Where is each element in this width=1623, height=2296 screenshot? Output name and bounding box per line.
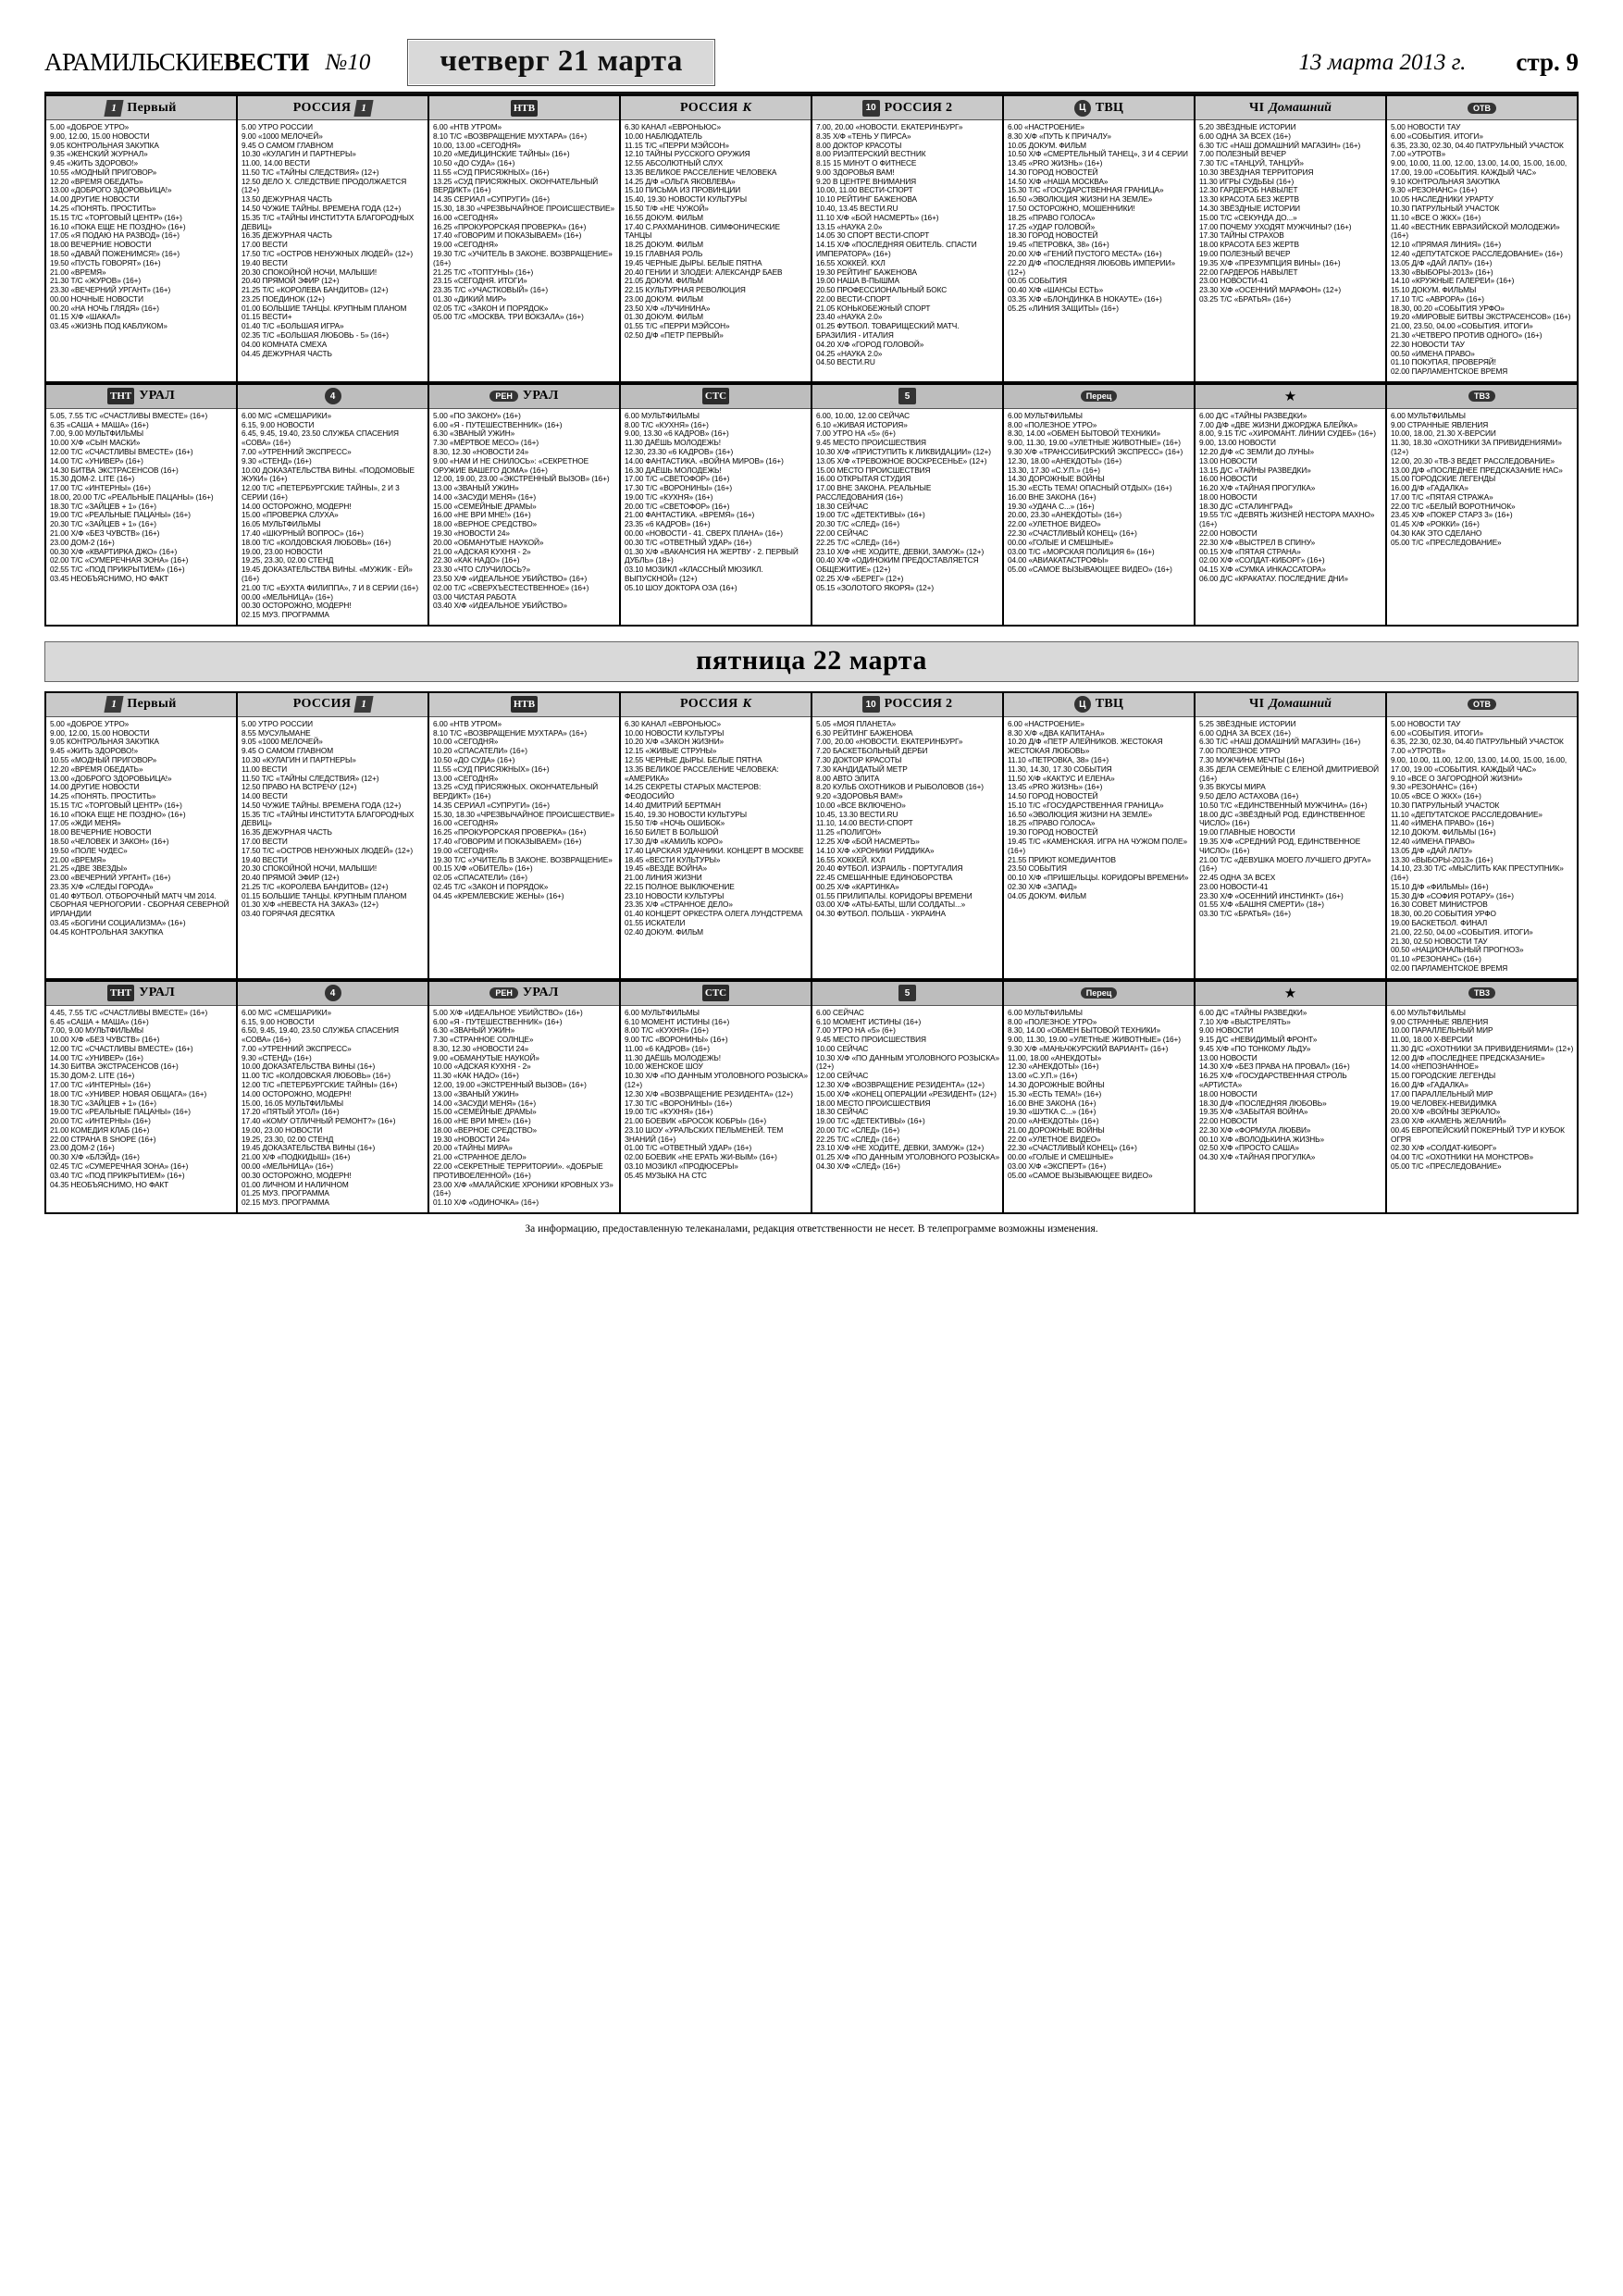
program-list-rossiya2-fri: 5.05 «МОЯ ПЛАНЕТА» 6.30 РЕЙТИНГ БАЖЕНОВА 7.00, 20.00 «НОВОСТИ. ЕКАТЕРИНБУРГ» 7.20 БАСКЕТБОЛЬНЫЙ ДЕРБИ 7.30 ДОКТОР КРАСОТЫ 7.30 КАНДИДАТЫЙ МЕТР 8.00 АВТО ЭЛИТА 8.20 КУЛЬБ ОХОТНИКОВ И РЫБОЛОВОВ (16+) 9.20 «ЗДОРОВЬЯ ВАМ!» 10.00 «ВСЕ ВКЛЮЧЕНО» 10.45, 13.30 ВЕСТИ.RU 11.10, 14.00 ВЕСТИ-СПОРТ 11.25 «ПОЛИГОН» 12.25 Х/Ф «БОЙ НАСМЕРТЬ» 14.10 Х/Ф «ХРОНИКИ РИДДИКА» 16.55 ХОККЕЙ. КХЛ 20.40 ФУТБОЛ. ИЗРАИЛЬ - ПОРТУГАЛИЯ 22.45 СМЕШАННЫЕ ЕДИНОБОРСТВА 00.25 Х/Ф «КАРТИНКА» 01.55 ПРИЛИПАЛЫ. КОРИДОРЫ ВРЕМЕНИ 03.00 Х/Ф «АТЫ-БАТЫ, ШЛИ СОЛДАТЫ...» 04.30 ФУТБОЛ. ПОЛЬША - УКРАИНА [816,718,984,919]
channel-header-rossiya1 [238,96,427,120]
channel-name-rossiya-k: РОССИЯ [679,100,738,115]
channel-column-perec [1004,385,1196,627]
channel-logo-ntv-icon: НТВ [511,696,538,713]
channel-header-otv [1387,96,1577,120]
channel-header-otv [1387,693,1577,717]
channel-column-rossiya1 [238,693,429,980]
channel-logo-10-icon: 10 [862,696,880,713]
channel-header-domashniy [1196,96,1385,120]
channel-column-pervyi [46,96,238,383]
channel-column-domashniy [1196,693,1387,980]
program-list-ren-fri: 5.00 Х/Ф «ИДЕАЛЬНОЕ УБИЙСТВО» (16+) 6.00 «Я - ПУТЕШЕСТВЕННИК» (16+) 6.30 «ЗВАНЫЙ УЖИН» 7.30 «СТРАННОЕ СОЛНЦЕ» 8.30, 12.30 «НОВОСТИ 24» 9.00 «ОБМАНУТЫЕ НАУКОЙ» 10.00 «АДСКАЯ КУХНЯ - 2» 11.30 «КАК НАДО» (16+) 12.00, 19.00 «ЭКСТРЕННЫЙ ВЫЗОВ» (16+) 13.00 «ЗВАНЫЙ УЖИН» 14.00 «ЗАСУДИ МЕНЯ» (16+) 15.00 «СЕМЕЙНЫЕ ДРАМЫ» 16.00 «НЕ ВРИ МНЕ!» (16+) 18.00 «ВЕРНОЕ СРЕДСТВО» 19.30 «НОВОСТИ 24» 20.00 «ТАЙНЫ МИРА» 21.00 «СТРАННОЕ ДЕЛО» 22.00 «СЕКРЕТНЫЕ ТЕРРИТОРИИ». «ДОБРЫЕ ПРОТИВОЕЛЕННОЙ» (16+) 23.00 Х/Ф «МАЛАЙСКИЕ ХРОНИКИ КРОВНЫХ УЗ» (16+) 01.10 Х/Ф «ОДИНОЧКА» (16+) [433,1007,613,1208]
channel-logo-star-icon: ★ [1283,986,1297,1002]
program-list-rossiya-k-thu: 6.30 КАНАЛ «ЕВРОНЬЮС» 10.00 НАБЛЮДАТЕЛЬ 11.15 Т/С «ПЕРРИ МЭЙСОН» 12.10 ТАЙНЫ РУССКОГО ОРУЖИЯ 12.55 АБСОЛЮТНЫЙ СЛУХ 13.35 ВЕЛИКОЕ РАССЕЛЕНИЕ ЧЕЛОВЕКА 14.25 Д/Ф «ОЛЬГА ЯКОВЛЕВА» 15.10 ПИСЬМА ИЗ ПРОВИНЦИИ 15.40, 19.30 НОВОСТИ КУЛЬТУРЫ 15.50 Т/Ф «НЕ ЧУЖОЙ» 16.55 ДОКУМ. ФИЛЬМ 17.40 С.РАХМАНИНОВ. СИМФОНИЧЕСКИЕ ТАНЦЫ 18.25 ДОКУМ. ФИЛЬМ 19.15 ГЛАВНАЯ РОЛЬ 19.45 ЧЕРНЫЕ ДЫРЫ. БЕЛЫЕ ПЯТНА 20.40 ГЕНИИ И ЗЛОДЕИ: АЛЕКСАНДР БАЕВ 21.05 ДОКУМ. ФИЛЬМ 22.15 КУЛЬТУРНАЯ РЕВОЛЮЦИЯ 23.00 ДОКУМ. ФИЛЬМ 23.50 Х/Ф «ЛУЧИНИНА» 01.30 ДОКУМ. ФИЛЬМ 01.55 Т/С «ПЕРРИ МЭЙСОН» 02.50 Д/Ф «ПЕТР ПЕРВЫЙ» [625,122,783,340]
channel-header-sts [621,982,811,1006]
program-list-domashniy-thu: 5.20 ЗВЁЗДНЫЕ ИСТОРИИ 6.00 ОДНА ЗА ВСЕХ (16+) 6.30 Т/С «НАШ ДОМАШНИЙ МАГАЗИН» (16+) 7.00 ПОЛЕЗНЫЙ ВЕЧЕР 7.30 Т/С «ТАНЦУЙ, ТАНЦУЙ» 10.30 ЗВЁЗДНАЯ ТЕРРИТОРИЯ 11.30 ИГРЫ СУДЬБЫ (16+) 12.30 ГАРДЕРОБ НАВЫЛЕТ 13.30 КРАСОТА БЕЗ ЖЕРТВ 14.30 ЗВЁЗДНЫЕ ИСТОРИИ 15.00 Т/С «СЕКУНДА ДО...» 17.00 ПОЧЕМУ УХОДЯТ МУЖЧИНЫ? (16+) 17.30 ТАЙНЫ СТРАХОВ 18.00 КРАСОТА БЕЗ ЖЕРТВ 19.00 ПОЛЕЗНЫЙ ВЕЧЕР 19.35 Х/Ф «ПРЕЗУМПЦИЯ ВИНЫ» (16+) 22.00 ГАРДЕРОБ НАВЫЛЕТ 23.00 НОВОСТИ-41 23.30 Х/Ф «ОСЕННИЙ МАРАФОН» (12+) 03.25 Т/С «БРАТЬЯ» (16+) [1199,122,1361,304]
friday-top-grid [44,691,1579,980]
channel-logo-ntv-icon: НТВ [511,100,538,117]
channel-logo-otv-icon: ОТВ [1468,103,1496,114]
channel-logo-one-icon: 1 [105,100,124,117]
program-list-tvc-thu: 6.00 «НАСТРОЕНИЕ» 8.30 Х/Ф «ПУТЬ К ПРИЧАЛУ» 10.05 ДОКУМ. ФИЛЬМ 10.50 Х/Ф «СМЕРТЕЛЬНЫЙ ТАНЕЦ», 3 И 4 СЕРИИ 13.45 «PRO ЖИЗНЬ» (16+) 14.30 ГОРОД НОВОСТЕЙ 14.50 Х/Ф «НАША МОСКВА» 15.30 Т/С «ГОСУДАРСТВЕННАЯ ГРАНИЦА» 16.50 «ЭВОЛЮЦИЯ ЖИЗНИ НА ЗЕМЛЕ» 17.50 ОСТОРОЖНО, МОШЕННИКИ! 18.25 «ПРАВО ГОЛОСА» 17.25 «УДАР ГОЛОВОЙ» 18.30 ГОРОД НОВОСТЕЙ 19.45 «ПЕТРОВКА, 38» (16+) 20.00 Х/Ф «ГЕНИЙ ПУСТОГО МЕСТА» (16+) 22.20 Д/Ф «ПОСЛЕДНЯЯ ЛЮБОВЬ ИМПЕРИИ» (12+) 00.05 СОБЫТИЯ 00.40 Х/Ф «ШАНСЫ ЕСТЬ» 03.35 Х/Ф «БЛОНДИНКА В НОКАУТЕ» (16+) 05.25 «ЛИНИЯ ЗАЩИТЫ» (16+) [1008,122,1188,313]
channel-name-tvc: ТВЦ [1095,100,1124,115]
channel-header-perec [1004,385,1194,409]
channel-logo-ren-icon: РЕН [489,391,518,402]
program-list-tv3-fri: 6.00 МУЛЬТФИЛЬМЫ 9.00 СТРАННЫЕ ЯВЛЕНИЯ 10.00 ПАРАЛЛЕЛЬНЫЙ МИР 11.00, 18.00 Х-ВЕРСИИ 11.30 Д/С «ОХОТНИКИ ЗА ПРИВИДЕНИЯМИ» (12+) 12.00 Д/Ф «ПОСЛЕДНЕЕ ПРЕДСКАЗАНИЕ» 14.00 «НЕПОЗНАННОЕ» 15.00 ГОРОДСКИЕ ЛЕГЕНДЫ 16.00 Д/Ф «ГАДАЛКА» 17.00 ПАРАЛЛЕЛЬНЫЙ МИР 19.00 ЧЕЛОВЕК-НЕВИДИМКА 20.00 Х/Ф «ВОЙНЫ ЗЕРКАЛО» 23.00 Х/Ф «КАМЕНЬ ЖЕЛАНИЙ» 00.45 ЕВРОПЕЙСКИЙ ПОКЕРНЫЙ ТУР И КУБОК ОГРЯ 02.30 Х/Ф «СОЛДАТ-КИБОРГ» 04.00 Т/С «ОХОТНИКИ НА МОНСТРОВ» 05.00 Т/С «ПРЕСЛЕДОВАНИЕ» [1391,1007,1574,1171]
program-list-chetvertyi-thu: 6.00 М/С «СМЕШАРИКИ» 6.15, 9.00 НОВОСТИ 6.45, 9.45, 19.40, 23.50 СЛУЖБА СПАСЕНИЯ «СОВА» (16+) 7.00 «УТРЕННИЙ ЭКСПРЕСС» 9.30 «СТЕНД» (16+) 10.00 ДОКАЗАТЕЛЬСТВА ВИНЫ. «ПОДОМОВЫЕ ЖУКИ» (16+) 12.00 Т/С «ПЕТЕРБУРГСКИЕ ТАЙНЫ», 2 И 3 СЕРИИ (16+) 14.00 ОСТОРОЖНО, МОДЕРН! 15.00 «ПРОВЕРКА СЛУХА» 16.05 МУЛЬТФИЛЬМЫ 17.40 «ШКУРНЫЙ ВОПРОС» (16+) 18.00 Т/С «КОЛДОВСКАЯ ЛЮБОВЬ» (16+) 19.00, 23.00 НОВОСТИ 19.25, 23.30, 02.00 СТЕНД 19.45 ДОКАЗАТЕЛЬСТВА ВИНЫ. «МУЖИК - ЕЙ» (16+) 21.00 Т/С «БУХТА ФИЛИППА», 7 И 8 СЕРИИ (16+) 00.00 «МЕЛЬНИЦА» (16+) 00.30 ОСТОРОЖНО, МОДЕРН! 02.15 МУЗ. ПРОГРАММА [242,410,419,620]
channel-column-pyatyi [812,982,1004,1214]
publication-date: 13 марта 2013 г. [1298,49,1467,75]
channel-header-pyatyi [812,385,1002,409]
thursday-top-grid [44,94,1579,383]
program-list-rossiya-k-fri: 6.30 КАНАЛ «ЕВРОНЬЮС» 10.00 НОВОСТИ КУЛЬТУРЫ 10.20 Х/Ф «ЗАКОН ЖИЗНИ» 12.15 «ЖИВЫЕ СТРУНЫ» 12.55 ЧЕРНЫЕ ДЫРЫ. БЕЛЫЕ ПЯТНА 13.35 ВЕЛИКОЕ РАССЕЛЕНИЕ ЧЕЛОВЕКА: «АМЕРИКА» 14.25 СЕКРЕТЫ СТАРЫХ МАСТЕРОВ: ФЕОДОСИЙО 14.40 ДМИТРИЙ БЕРТМАН 15.40, 19.30 НОВОСТИ КУЛЬТУРЫ 15.50 Т/Ф «НОЧЬ ОШИБОК» 16.50 БИЛЕТ В БОЛЬШОЙ 17.30 Д/Ф «КАМИЛЬ КОРО» 17.40 ЦАРСКАЯ УДАЧНИКИ. КОНЦЕРТ В МОСКВЕ 18.45 «ВЕСТИ КУЛЬТУРЫ» 19.45 «ВЕЗДЕ ВОЙНА» 21.00 ЛИНИЯ ЖИЗНИ 22.15 ПОЛНОЕ ВЫКЛЮЧЕНИЕ 23.10 НОВОСТИ КУЛЬТУРЫ 23.35 Х/Ф «СТРАННОЕ ДЕЛО» 01.40 КОНЦЕРТ ОРКЕСТРА ОЛЕГА ЛУНДСТРЕМА 01.55 ИСКАТЕЛИ 02.40 ДОКУМ. ФИЛЬМ [625,718,804,937]
channel-logo-tv3-icon: ТВ3 [1468,987,1495,999]
channel-logo-ren-icon: РЕН [489,987,518,999]
channel-name-pervyi: Первый [127,697,177,712]
channel-name-domashniy: Домашний [1269,100,1332,115]
channel-column-tnt [46,982,238,1214]
channel-column-pyatyi [812,385,1004,627]
channel-logo-five-icon: 5 [898,388,916,404]
channel-header-tv3 [1387,982,1577,1006]
program-list-perec-thu: 6.00 МУЛЬТФИЛЬМЫ 8.00 «ПОЛЕЗНОЕ УТРО» 8.30, 14.00 «ОБМЕН БЫТОВОЙ ТЕХНИКИ» 9.00, 11.30, 19.00 «УЛЕТНЫЕ ЖИВОТНЫЕ» (16+) 9.30 Х/Ф «ТРАНССИБИРСКИЙ ЭКСПРЕСС» (16+) 12.30, 18.00 «АНЕКДОТЫ» (16+) 13.30, 17.30 «С.У.П.» (16+) 14.30 ДОРОЖНЫЕ ВОЙНЫ 15.30 «ЕСТЬ ТЕМА! ОПАСНЫЙ ОТДЫХ» (16+) 16.00 ВНЕ ЗАКОНА (16+) 19.30 «УДАЧА С...» (16+) 20.00, 23.30 «АНЕКДОТЫ» (16+) 22.00 «УЛЕТНОЕ ВИДЕО» 22.30 «СЧАСТЛИВЫЙ КОНЕЦ» (16+) 00.00 «ГОЛЫЕ И СМЕШНЫЕ» 03.00 Т/С «МОРСКАЯ ПОЛИЦИЯ 6» (16+) 04.00 «АВИАКАТАСТРОФЫ» 05.00 «САМОЕ ВЫЗЫВАЮЩЕЕ ВИДЕО» (16+) [1008,410,1183,575]
program-list-tvc-fri: 6.00 «НАСТРОЕНИЕ» 8.30 Х/Ф «ДВА КАПИТАНА» 10.20 Д/Ф «ПЕТР АЛЕЙНИКОВ. ЖЕСТОКАЯ ЖЕСТОКАЯ ЛЮБОВЬ» 11.10 «ПЕТРОВКА, 38» (16+) 11.30, 14.30, 17.30 СОБЫТИЯ 11.50 Х/Ф «КАКТУС И ЕЛЕНА» 13.45 «PRO ЖИЗНЬ» (16+) 14.50 ГОРОД НОВОСТЕЙ 15.10 Т/С «ГОСУДАРСТВЕННАЯ ГРАНИЦА» 16.50 «ЭВОЛЮЦИЯ ЖИЗНИ НА ЗЕМЛЕ» 18.25 «ПРАВО ГОЛОСА» 19.30 ГОРОД НОВОСТЕЙ 19.45 Т/С «КАМЕНСКАЯ. ИГРА НА ЧУЖОМ ПОЛЕ» (16+) 21.55 ПРИЮТ КОМЕДИАНТОВ 23.50 СОБЫТИЯ 00.10 Х/Ф «ПРИШЕЛЬЦЫ. КОРИДОРЫ ВРЕМЕНИ» 02.30 Х/Ф «ЗАПАД» 04.05 ДОКУМ. ФИЛЬМ [1008,718,1189,900]
channel-logo-tvc-icon: Ц [1074,100,1091,117]
channel-header-zvezda [1196,982,1385,1006]
program-list-rossiya2-thu: 7.00, 20.00 «НОВОСТИ. ЕКАТЕРИНБУРГ» 8.35 Х/Ф «ТЕНЬ У ПИРСА» 8.00 ДОКТОР КРАСОТЫ 8.00 РИЭЛТЕРСКИЙ ВЕСТНИК 8.15 15 МИНУТ О ФИТНЕСЕ 9.00 ЗДОРОВЬЯ ВАМ! 9.20 В ЦЕНТРЕ ВНИМАНИЯ 10.00, 11.00 ВЕСТИ-СПОРТ 10.10 РЕЙТИНГ БАЖЕНОВА 10.40, 13.45 ВЕСТИ.RU 11.10 Х/Ф «БОЙ НАСМЕРТЬ» (16+) 13.15 «НАУКА 2.0» 14.05 30 СПОРТ ВЕСТИ-СПОРТ 14.15 Х/Ф «ПОСЛЕДНЯЯ ОБИТЕЛЬ. СПАСТИ ИМПЕРАТОРА» (16+) 16.55 ХОККЕЙ. КХЛ 19.30 РЕЙТИНГ БАЖЕНОВА 19.00 НАША В-ПЫШМА 20.50 ПРОФЕССИОНАЛЬНЫЙ БОКС 22.00 ВЕСТИ-СПОРТ 21.05 КОНЬКОБЕЖНЫЙ СПОРТ 23.40 «НАУКА 2.0» 01.25 ФУТБОЛ. ТОВАРИЩЕСКИЙ МАТЧ. БРАЗИЛИЯ - ИТАЛИЯ 04.20 Х/Ф «ГОРОД ГОЛОВОЙ» 04.25 «НАУКА 2.0» 04.50 ВЕСТИ.RU [816,122,977,367]
program-list-tv3-thu: 6.00 МУЛЬТФИЛЬМЫ 9.00 СТРАННЫЕ ЯВЛЕНИЯ 10.00, 18.00, 21.30 Х-ВЕРСИИ 11.30, 18.30 «ОХОТНИКИ ЗА ПРИВИДЕНИЯМИ» (12+) 12.00, 20.30 «ТВ-3 ВЕДЕТ РАССЛЕДОВАНИЕ» 13.00 Д/Ф «ПОСЛЕДНЕЕ ПРЕДСКАЗАНИЕ НАС» 15.00 ГОРОДСКИЕ ЛЕГЕНДЫ 16.00 Д/Ф «ГАДАЛКА» 17.00 Т/С «ПЯТАЯ СТРАЖА» 22.00 Т/С «БЕЛЫЙ ВОРОТНИЧОК» 23.45 Х/Ф «ПОКЕР СТАРЗ 3» (16+) 01.45 Х/Ф «РОККИ» (16+) 04.30 КАК ЭТО СДЕЛАНО 05.00 Т/С «ПРЕСЛЕДОВАНИЕ» [1391,410,1563,547]
channel-column-rossiya-k [621,96,812,383]
program-list-zvezda-thu: 6.00 Д/С «ТАЙНЫ РАЗВЕДКИ» 7.00 Д/Ф «ДВЕ ЖИЗНИ ДЖОРДЖА БЛЕЙКА» 8.00, 9.15 Т/С «ХИРОМАНТ. ЛИНИИ СУДЕБ» (16+) 9.00, 13.00 НОВОСТИ 12.20 Д/Ф «С ЗЕМЛИ ДО ЛУНЫ» 13.00 НОВОСТИ 13.15 Д/С «ТАЙНЫ РАЗВЕДКИ» 16.00 НОВОСТИ 16.20 Х/Ф «ТАЙНАЯ ПРОГУЛКА» 18.00 НОВОСТИ 18.30 Д/С «СТАЛИНГРАД» 19.55 Т/С «ДЕВЯТЬ ЖИЗНЕЙ НЕСТОРА МАХНО» (16+) 22.00 НОВОСТИ 22.30 Х/Ф «ВЫСТРЕЛ В СПИНУ» 00.15 Х/Ф «ПЯТАЯ СТРАНА» 02.00 Х/Ф «СОЛДАТ-КИБОРГ» (16+) 04.15 Х/Ф «СУМКА ИНКАССАТОРА» 06.00 Д/С «КРАКАТАУ. ПОСЛЕДНИЕ ДНИ» [1199,410,1376,583]
channel-logo-4-icon: 4 [325,388,341,404]
program-list-rossiya1-fri: 5.00 УТРО РОССИИ 8.55 МУСУЛЬМАНЕ 9.05 «1000 МЕЛОЧЕЙ» 9.45 О САМОМ ГЛАВНОМ 10.30 «КУЛАГИН И ПАРТНЕРЫ» 11.00 ВЕСТИ 11.50 Т/С «ТАЙНЫ СЛЕДСТВИЯ» (12+) 12.50 ПРАВО НА ВСТРЕЧУ (12+) 14.00 ВЕСТИ 14.50 ЧУЖИЕ ТАЙНЫ. ВРЕМЕНА ГОДА (12+) 15.35 Т/С «ТАЙНЫ ИНСТИТУТА БЛАГОРОДНЫХ ДЕВИЦ» 16.35 ДЕЖУРНАЯ ЧАСТЬ 17.00 ВЕСТИ 17.50 Т/С «ОСТРОВ НЕНУЖНЫХ ЛЮДЕЙ» (12+) 19.40 ВЕСТИ 20.30 СПОКОЙНОЙ НОЧИ, МАЛЫШИ! 20.40 ПРЯМОЙ ЭФИР (12+) 21.25 Т/С «КОРОЛЕВА БАНДИТОВ» (12+) 01.15 БОЛЬШИЕ ТАНЦЫ. КРУПНЫМ ПЛАНОМ 01.30 Х/Ф «НЕВЕСТА НА ЗАКАЗ» (12+) 03.40 ГОРЯЧАЯ ДЕСЯТКА [242,718,415,919]
channel-header-tvc [1004,96,1194,120]
channel-name-rossiya1: РОССИЯ [292,100,352,115]
program-list-pervyi-fri: 5.00 «ДОБРОЕ УТРО» 9.00, 12.00, 15.00 НОВОСТИ 9.05 КОНТРОЛЬНАЯ ЗАКУПКА 9.45 «ЖИТЬ ЗДОРОВО!» 10.55 «МОДНЫЙ ПРИГОВОР» 12.20 «ВРЕМЯ ОБЕДАТЬ» 13.00 «ДОБРОГО ЗДОРОВЬИЦА!» 14.00 ДРУГИЕ НОВОСТИ 14.25 «ПОНЯТЬ. ПРОСТИТЬ» 15.15 Т/С «ТОРГОВЫЙ ЦЕНТР» (16+) 16.10 «ПОКА ЕЩЕ НЕ ПОЗДНО» (16+) 17.05 «ЖДИ МЕНЯ» 18.00 ВЕЧЕРНИЕ НОВОСТИ 18.50 «ЧЕЛОВЕК И ЗАКОН» (16+) 19.50 «ПОЛЕ ЧУДЕС» 21.00 «ВРЕМЯ» 21.25 «ДВЕ ЗВЕЗДЫ» 23.00 «ВЕЧЕРНИЙ УРГАНТ» (16+) 23.35 Х/Ф «СЛЕДЫ ГОРОДА» 01.40 ФУТБОЛ. ОТБОРОЧНЫЙ МАТЧ ЧМ 2014. СБОРНАЯ ЧЕРНОГОРИИ - СБОРНАЯ СЕВЕРНОЙ ИРЛАНДИИ 03.45 «БОГИНИ СОЦИАЛИЗМА» (16+) 04.45 КОНТРОЛЬНАЯ ЗАКУПКА [50,718,229,937]
channel-logo-sts-icon: СТС [702,388,729,404]
channel-header-rossiya1 [238,693,427,717]
channel-header-tvc [1004,693,1194,717]
channel-header-ren [429,385,619,409]
channel-logo-one-icon: 1 [354,696,374,713]
channel-name-pervyi: Первый [127,100,177,115]
channel-column-rossiya2 [812,96,1004,383]
channel-logo-five-icon: 5 [898,985,916,1001]
day-banner-friday: пятница 22 марта [44,641,1579,682]
program-list-sts-fri: 6.00 МУЛЬТФИЛЬМЫ 6.10 МОМЕНТ ИСТИНЫ (16+) 8.00 Т/С «КУХНЯ» (16+) 9.00 Т/С «ВОРОНИНЫ» (16+) 11.00 «6 КАДРОВ» (16+) 11.30 ДАЁШЬ МОЛОДЕЖЬ! 10.00 ЖЕНСКОЕ ШОУ 10.30 Х/Ф «ПО ДАННЫМ УГОЛОВНОГО РОЗЫСКА» (12+) 12.30 Х/Ф «ВОЗВРАЩЕНИЕ РЕЗИДЕНТА» (12+) 17.30 Т/С «ВОРОНИНЫ» (16+) 19.00 Т/С «КУХНЯ» (16+) 21.00 БОЕВИК «БРОСОК КОБРЫ» (16+) 23.10 ШОУ «УРАЛЬСКИХ ПЕЛЬМЕНЕЙ. ТЕМ ЗНАНИЙ (16+) 01.00 Т/С «ОТВЕТНЫЙ УДАР» (16+) 02.00 БОЕВИК «НЕ ЕРАТЬ ЖИ-ВЫМ» (16+) 03.10 МОЗИКЛ «ПРОДЮСЕРЫ» 05.45 МУЗЫКА НА СТС [625,1007,809,1180]
channel-column-chetvertyi [238,982,429,1214]
channel-logo-k-icon: К [742,100,752,115]
channel-name-tvc: ТВЦ [1095,697,1124,712]
channel-logo-otv-icon: ОТВ [1468,699,1496,710]
channel-column-rossiya1 [238,96,429,383]
day-banner-thursday: четверг 21 марта [407,39,715,86]
channel-logo-tvc-icon: Ц [1074,696,1091,713]
channel-column-zvezda [1196,982,1387,1214]
program-list-sts-thu: 6.00 МУЛЬТФИЛЬМЫ 8.00 Т/С «КУХНЯ» (16+) 9.00, 13.30 «6 КАДРОВ» (16+) 11.30 ДАЁШЬ МОЛОДЕЖЬ! 12.30, 23.30 «6 КАДРОВ» (16+) 14.00 ФАНТАСТИКА. «ВОЙНА МИРОВ» (16+) 16.30 ДАЁШЬ МОЛОДЕЖЬ! 17.00 Т/С «СВЕТОФОР» (16+) 17.30 Т/С «ВОРОНИНЫ» (16+) 19.00 Т/С «КУХНЯ» (16+) 20.00 Т/С «СВЕТОФОР» (16+) 21.00 ФАНТАСТИКА. «ВРЕМЯ» (16+) 23.35 «6 КАДРОВ» (16+) 00.00 «НОВОСТИ - 41. СВЕРХ ПЛАНА» (16+) 00.30 Т/С «ОТВЕТНЫЙ УДАР» (16+) 01.30 Х/Ф «ВАКАНСИЯ НА ЖЕРТВУ - 2. ПЕРВЫЙ ДУБЛЬ» (18+) 03.10 МОЗИКЛ «КЛАССНЫЙ МЮЗИКЛ. ВЫПУСКНОЙ» (12+) 05.10 ШОУ ДОКТОРА ОЗА (16+) [625,410,799,592]
channel-logo-star-icon: ★ [1283,389,1297,405]
channel-column-perec [1004,982,1196,1214]
program-list-chetvertyi-fri: 6.00 М/С «СМЕШАРИКИ» 6.15, 9.00 НОВОСТИ 6.50, 9.45, 19.40, 23.50 СЛУЖБА СПАСЕНИЯ «СОВА» (16+) 7.00 «УТРЕННИЙ ЭКСПРЕСС» 9.30 «СТЕНД» (16+) 10.00 ДОКАЗАТЕЛЬСТВА ВИНЫ (16+) 11.00 Т/С «КОЛДОВСКАЯ ЛЮБОВЬ» (16+) 12.00 Т/С «ПЕТЕРБУРГСКИЕ ТАЙНЫ» (16+) 14.00 ОСТОРОЖНО, МОДЕРН! 15.00, 16.05 МУЛЬТФИЛЬМЫ 17.20 «ПЯТЫЙ УГОЛ» (16+) 17.40 «КОМУ ОТЛИЧНЫЙ РЕМОНТ?» (16+) 19.00, 23.00 НОВОСТИ 19.25, 23.30, 02.00 СТЕНД 19.45 ДОКАЗАТЕЛЬСТВА ВИНЫ (16+) 21.00 Х/Ф «ПОДКИДЫШ» (16+) 00.00 «МЕЛЬНИЦА» (16+) 00.30 ОСТОРОЖНО, МОДЕРН! 01.00 ЛИЧНОМ И НАЛИЧНОМ 01.25 МУЗ. ПРОГРАММА 02.15 МУЗ. ПРОГРАММА [242,1007,399,1208]
channel-column-zvezda [1196,385,1387,627]
channel-logo-sts-icon: СТС [702,985,729,1001]
channel-column-otv [1387,693,1579,980]
program-list-tnt-thu: 5.05, 7.55 Т/С «СЧАСТЛИВЫ ВМЕСТЕ» (16+) 6.35 «САША + МАША» (16+) 7.00, 9.00 МУЛЬТФИЛЬМЫ 10.00 Х/Ф «СЫН МАСКИ» 12.00 Т/С «СЧАСТЛИВЫ ВМЕСТЕ» (16+) 14.00 Т/С «УНИВЕР» (16+) 14.30 БИТВА ЭКСТРАСЕНСОВ (16+) 15.30 ДОМ-2. LITE (16+) 17.00 Т/С «ИНТЕРНЫ» (16+) 18.00, 20.00 Т/С «РЕАЛЬНЫЕ ПАЦАНЫ» (16+) 18.30 Т/С «ЗАЙЦЕВ + 1» (16+) 19.00 Т/С «РЕАЛЬНЫЕ ПАЦАНЫ» (16+) 20.30 Т/С «ЗАЙЦЕВ + 1» (16+) 21.00 Х/Ф «БЕЗ ЧУВСТВ» (16+) 23.00 ДОМ-2 (16+) 00.30 Х/Ф «КВАРТИРКА ДЖО» (16+) 02.00 Т/С «СУМЕРЕЧНАЯ ЗОНА» (16+) 02.55 Т/С «ПОД ПРИКРЫТИЕМ» (16+) 03.45 НЕОБЪЯСНИМО, НО ФАКТ [50,410,214,583]
channel-header-chetvertyi [238,385,427,409]
channel-logo-perec-icon: Перец [1081,987,1118,999]
channel-header-ntv [429,96,619,120]
channel-name-ren-ural: УРАЛ [522,389,559,403]
page-number: стр. 9 [1516,48,1579,76]
disclaimer-note: За информацию, предоставленную телеканалами, редакция ответственности не несет. В телепрограмме возможны изменения. [525,1222,1098,1235]
channel-logo-k-icon: К [742,697,752,712]
channel-header-pervyi [46,693,236,717]
newspaper-title [44,48,309,77]
channel-column-tvc [1004,693,1196,980]
program-list-ntv-fri: 6.00 «НТВ УТРОМ» 8.10 Т/С «ВОЗВРАЩЕНИЕ МУХТАРА» (16+) 10.00 «СЕГОДНЯ» 10.20 «СПАСАТЕЛИ» (16+) 10.50 «ДО СУДА» (16+) 11.55 «СУД ПРИСЯЖНЫХ» (16+) 13.00 «СЕГОДНЯ» 13.25 «СУД ПРИСЯЖНЫХ. ОКОНЧАТЕЛЬНЫЙ ВЕРДИКТ» (16+) 14.35 СЕРИАЛ «СУПРУГИ» (16+) 15.30, 18.30 «ЧРЕЗВЫЧАЙНОЕ ПРОИСШЕСТВИЕ» 16.00 «СЕГОДНЯ» 16.25 «ПРОКУРОРСКАЯ ПРОВЕРКА» (16+) 17.40 «ГОВОРИМ И ПОКАЗЫВАЕМ» (16+) 19.00 «СЕГОДНЯ» 19.30 Т/С «УЧИТЕЛЬ В ЗАКОНЕ. ВОЗВРАЩЕНИЕ» 00.15 Х/Ф «ОБИТЕЛЬ» (16+) 02.05 «СПАСАТЕЛИ» (16+) 02.45 Т/С «ЗАКОН И ПОРЯДОК» 04.45 «КРЕМЛЕВСКИЕ ЖЕНЫ» (16+) [433,718,614,900]
channel-header-tnt [46,385,236,409]
channel-column-chetvertyi [238,385,429,627]
brand-light: АРАМИЛЬСКИЕ [44,48,224,76]
channel-header-pervyi [46,96,236,120]
program-list-perec-fri: 6.00 МУЛЬТФИЛЬМЫ 8.00 «ПОЛЕЗНОЕ УТРО» 8.30, 14.00 «ОБМЕН БЫТОВОЙ ТЕХНИКИ» 9.00, 11.30, 19.00 «УЛЕТНЫЕ ЖИВОТНЫЕ» (16+) 9.30 Х/Ф «МАНЬЧЖУРСКИЙ ВАРИАНТ» (16+) 11.00, 18.00 «АНЕКДОТЫ» 12.30 «АНЕКДОТЫ» (16+) 13.00 «С.У.П.» (16+) 14.30 ДОРОЖНЫЕ ВОЙНЫ 15.30 «ЕСТЬ ТЕМА!» (16+) 16.00 ВНЕ ЗАКОНА (16+) 19.30 «ШУТКА С...» (16+) 20.00 «АНЕКДОТЫ» (16+) 21.00 ДОРОЖНЫЕ ВОЙНЫ 22.00 «УЛЕТНОЕ ВИДЕО» 22.30 «СЧАСТЛИВЫЙ КОНЕЦ» (16+) 00.00 «ГОЛЫЕ И СМЕШНЫЕ» 03.00 Х/Ф «ЭКСПЕРТ» (16+) 05.00 «САМОЕ ВЫЗЫВАЮЩЕЕ ВИДЕО» [1008,1007,1181,1180]
channel-logo-tnt-icon: ТНТ [107,388,134,404]
channel-logo-4-icon: 4 [325,985,341,1001]
channel-column-tnt [46,385,238,627]
thursday-bottom-grid [44,383,1579,627]
channel-column-ren [429,982,621,1214]
program-list-zvezda-fri: 6.00 Д/С «ТАЙНЫ РАЗВЕДКИ» 7.10 Х/Ф «ВЫСТРЕЛЯТЬ» 9.00 НОВОСТИ 9.15 Д/С «НЕВИДИМЫЙ ФРОНТ» 9.45 Х/Ф «ПО ТОНКОМУ ЛЬДУ» 13.00 НОВОСТИ 14.30 Х/Ф «БЕЗ ПРАВА НА ПРОВАЛ» (16+) 16.25 Х/Ф «ГОСУДАРСТВЕННАЯ СТРОЛЬ «АРТИСТА» 18.00 НОВОСТИ 18.30 Д/Ф «ПОСЛЕДНЯЯ ЛЮБОВЬ» 19.35 Х/Ф «ЗАБЫТАЯ ВОЙНА» 22.00 НОВОСТИ 22.30 Х/Ф «ФОРМУЛА ЛЮБВИ» 00.10 Х/Ф «ВОЛОДЬКИНА ЖИЗНЬ» 02.50 Х/Ф «ПРОСТО САША» 04.30 Х/Ф «ТАЙНАЯ ПРОГУЛКА» [1199,1007,1350,1162]
program-list-pervyi-thu: 5.00 «ДОБРОЕ УТРО» 9.00, 12.00, 15.00 НОВОСТИ 9.05 КОНТРОЛЬНАЯ ЗАКУПКА 9.35 «ЖЕНСКИЙ ЖУРНАЛ» 9.45 «ЖИТЬ ЗДОРОВО!» 10.55 «МОДНЫЙ ПРИГОВОР» 12.20 «ВРЕМЯ ОБЕДАТЬ» 13.00 «ДОБРОГО ЗДОРОВЬИЦА!» 14.00 ДРУГИЕ НОВОСТИ 14.25 «ПОНЯТЬ. ПРОСТИТЬ» 15.15 Т/С «ТОРГОВЫЙ ЦЕНТР» (16+) 16.10 «ПОКА ЕЩЕ НЕ ПОЗДНО» (16+) 17.05 «Я ПОДАЮ НА РАЗВОД» (16+) 18.00 ВЕЧЕРНИЕ НОВОСТИ 18.50 «ДАВАЙ ПОЖЕНИМСЯ!» (16+) 19.50 «ПУСТЬ ГОВОРЯТ» (16+) 21.00 «ВРЕМЯ» 21.30 Т/С «ЖУРОВ» (16+) 23.30 «ВЕЧЕРНИЙ УРГАНТ» (16+) 00.00 НОЧНЫЕ НОВОСТИ 00.20 «НА НОЧЬ ГЛЯДЯ» (16+) 01.15 Х/Ф «ШАКАЛ» 03.45 «ЖИЗНЬ ПОД КАБЛУКОМ» [50,122,186,331]
channel-column-rossiya2 [812,693,1004,980]
program-list-otv-thu: 5.00 НОВОСТИ ТАУ 6.00 «СОБЫТИЯ. ИТОГИ» 6.35, 23.30, 02.30, 04.40 ПАТРУЛЬНЫЙ УЧАСТОК 7.00 «УТРОТВ» 9.00, 10.00, 11.00, 12.00, 13.00, 14.00, 15.00, 16.00, 17.00, 19.00 «СОБЫТИЯ. КАЖДЫЙ ЧАС» 9.10 КОНТРОЛЬНАЯ ЗАКУПКА 9.30 «РЕЗОНАНС» (16+) 10.05 НАСЛЕДНИКИ УРАРТУ 10.30 ПАТРУЛЬНЫЙ УЧАСТОК 11.10 «ВСЕ О ЖКХ» (16+) 11.40 «ВЕСТНИК ЕВРАЗИЙСКОЙ МОЛОДЕЖИ» (16+) 12.10 «ПРЯМАЯ ЛИНИЯ» (16+) 12.40 «ДЕПУТАТСКОЕ РАССЛЕДОВАНИЕ» (16+) 13.05 Д/Ф «ДАЙ ЛАПУ» (16+) 13.30 «ВЫБОРЫ-2013» (16+) 14.10 «КРУЖНЫЕ ГАЛЕРЕИ» (16+) 15.10 ДОКУМ. ФИЛЬМЫ 17.10 Т/С «АВРОРА» (16+) 18.30, 00.20 «СОБЫТИЯ УРФО» 19.20 «МИРОВЫЕ БИТВЫ ЭКСТРАСЕНСОВ» (16+) 21.00, 23.50, 04.00 «СОБЫТИЯ. ИТОГИ» 21.30 «ЧЕТВЕРО ПРОТИВ ОДНОГО» (16+) 22.30 НОВОСТИ ТАУ 00.50 «ИМЕНА ПРАВО» 01.10 ПОКУПАЯ, ПРОВЕРЯЙ! 02.00 ПАРЛАМЕНТСКОЕ ВРЕМЯ [1391,122,1571,377]
channel-header-pyatyi [812,982,1002,1006]
channel-header-ren [429,982,619,1006]
channel-column-tvc [1004,96,1196,383]
channel-logo-ch4-icon: ЧI [1249,100,1265,115]
program-list-pyatyi-thu: 6.00, 10.00, 12.00 СЕЙЧАС 6.10 «ЖИВАЯ ИСТОРИЯ» 7.00 УТРО НА «5» (6+) 9.45 МЕСТО ПРОИСШЕСТВИЯ 10.30 Х/Ф «ПРИСТУПИТЬ К ЛИКВИДАЦИИ» (12+) 13.05 Х/Ф «ТРЕВОЖНОЕ ВОСКРЕСЕНЬЕ» (12+) 15.00 МЕСТО ПРОИСШЕСТВИЯ 16.00 ОТКРЫТАЯ СТУДИЯ 17.00 ВНЕ ЗАКОНА. РЕАЛЬНЫЕ РАССЛЕДОВАНИЯ (16+) 18.30 СЕЙЧАС 19.00 Т/С «ДЕТЕКТИВЫ» (16+) 20.30 Т/С «СЛЕД» (16+) 22.00 СЕЙЧАС 22.25 Т/С «СЛЕД» (16+) 23.10 Х/Ф «НЕ ХОДИТЕ, ДЕВКИ, ЗАМУЖ» (12+) 00.40 Х/Ф «ОДИНОКИМ ПРЕДОСТАВЛЯЕТСЯ ОБЩЕЖИТИЕ» (12+) 02.25 Х/Ф «БЕРЕГ» (12+) 05.15 «ЗОЛОТОГО ЯКОРЯ» (12+) [816,410,991,592]
channel-name-rossiya1: РОССИЯ [292,697,352,712]
channel-column-pervyi [46,693,238,980]
channel-header-tv3 [1387,385,1577,409]
friday-bottom-grid [44,980,1579,1214]
channel-column-ren [429,385,621,627]
brand-bold: ВЕСТИ [223,48,309,76]
program-list-otv-fri: 5.00 НОВОСТИ ТАУ 6.00 «СОБЫТИЯ. ИТОГИ» 6.35, 22.30, 02.30, 04.40 ПАТРУЛЬНЫЙ УЧАСТОК 7.00 «УТРОТВ» 9.00, 10.00, 11.00, 12.00, 13.00, 14.00, 15.00, 16.00, 17.00, 19.00 «СОБЫТИЯ. КАЖДЫЙ ЧАС» 9.10 «ВСЕ О ЗАГОРОДНОЙ ЖИЗНИ» 9.30 «РЕЗОНАНС» (16+) 10.05 «ВСЕ О ЖКХ» (16+) 10.30 ПАТРУЛЬНЫЙ УЧАСТОК 11.10 «ДЕПУТАТСКОЕ РАССЛЕДОВАНИЕ» 11.40 «ИМЕНА ПРАВО» (16+) 12.10 ДОКУМ. ФИЛЬМЫ (16+) 12.40 «ИМЕНА ПРАВО» 13.05 Д/Ф «ДАЙ ЛАПУ» 13.30 «ВЫБОРЫ-2013» (16+) 14.10, 23.30 Т/С «МЫСЛИТЬ КАК ПРЕСТУПНИК» (16+) 15.10 Д/Ф «ФИЛЬМЫ» (16+) 15.30 Д/Ф «СОФИЯ РОТАРУ» (16+) 16.30 СОВЕТ МИНИСТРОВ 18.30, 00.20 СОБЫТИЯ УРФО 19.00 БАСКЕТБОЛ. ФИНАЛ 21.00, 22.50, 04.00 «СОБЫТИЯ. ИТОГИ» 21.30, 02.50 НОВОСТИ ТАУ 00.50 «НАЦИОНАЛЬНЫЙ ПРОГНОЗ» 01.10 «РЕЗОНАНС» (16+) 02.00 ПАРЛАМЕНТСКОЕ ВРЕМЯ [1391,718,1567,973]
channel-header-chetvertyi [238,982,427,1006]
program-list-ntv-thu: 6.00 «НТВ УТРОМ» 8.10 Т/С «ВОЗВРАЩЕНИЕ МУХТАРА» (16+) 10.00, 13.00 «СЕГОДНЯ» 10.20 «МЕДИЦИНСКИЕ ТАЙНЫ» (16+) 10.50 «ДО СУДА» (16+) 11.55 «СУД ПРИСЯЖНЫХ» (16+) 13.25 «СУД ПРИСЯЖНЫХ. ОКОНЧАТЕЛЬНЫЙ ВЕРДИКТ» (16+) 14.35 СЕРИАЛ «СУПРУГИ» (16+) 15.30, 18.30 «ЧРЕЗВЫЧАЙНОЕ ПРОИСШЕСТВИЕ» 16.00 «СЕГОДНЯ» 16.25 «ПРОКУРОРСКАЯ ПРОВЕРКА» (16+) 17.40 «ГОВОРИМ И ПОКАЗЫВАЕМ» (16+) 19.00 «СЕГОДНЯ» 19.30 Т/С «УЧИТЕЛЬ В ЗАКОНЕ. ВОЗВРАЩЕНИЕ» (16+) 21.25 Т/С «ТОПТУНЫ» (16+) 23.15 «СЕГОДНЯ. ИТОГИ» 23.35 Т/С «УЧАСТКОВЫЙ» (16+) 01.30 «ДИКИЙ МИР» 02.05 Т/С «ЗАКОН И ПОРЯДОК» 05.00 Т/С «МОСКВА. ТРИ ВОКЗАЛА» (16+) [433,122,614,322]
channel-header-domashniy [1196,693,1385,717]
channel-header-rossiya-k [621,96,811,120]
program-list-ren-thu: 5.00 «ПО ЗАКОНУ» (16+) 6.00 «Я - ПУТЕШЕСТВЕННИК» (16+) 6.30 «ЗВАНЫЙ УЖИН» 7.30 «МЁРТВОЕ МЕСО» (16+) 8.30, 12.30 «НОВОСТИ 24» 9.00 «НАМ И НЕ СНИЛОСЬ»: «СЕКРЕТНОЕ ОРУЖИЕ ВАШЕГО ДОМА» (16+) 12.00, 19.00, 23.00 «ЭКСТРЕННЫЙ ВЫЗОВ» (16+) 13.00 «ЗВАНЫЙ УЖИН» 14.00 «ЗАСУДИ МЕНЯ» (16+) 15.00 «СЕМЕЙНЫЕ ДРАМЫ» 16.00 «НЕ ВРИ МНЕ!» (16+) 18.00 «ВЕРНОЕ СРЕДСТВО» 19.30 «НОВОСТИ 24» 20.00 «ОБМАНУТЫЕ НАУКОЙ» 21.00 «АДСКАЯ КУХНЯ - 2» 22.30 «КАК НАДО» (16+) 23.30 «ЧТО СЛУЧИЛОСЬ?» 23.50 Х/Ф «ИДЕАЛЬНОЕ УБИЙСТВО» (16+) 02.00 Т/С «СВЕРХЪЕСТЕСТВЕННОЕ» (16+) 03.00 ЧИСТАЯ РАБОТА 03.40 Х/Ф «ИДЕАЛЬНОЕ УБИЙСТВО» [433,410,610,611]
channel-name-rossiya2: РОССИЯ 2 [884,100,953,115]
program-list-rossiya1-thu: 5.00 УТРО РОССИИ 9.00 «1000 МЕЛОЧЕЙ» 9.45 О САМОМ ГЛАВНОМ 10.30 «КУЛАГИН И ПАРТНЕРЫ» 11.00, 14.00 ВЕСТИ 11.50 Т/С «ТАЙНЫ СЛЕДСТВИЯ» (12+) 12.50 ДЕЛО Х. СЛЕДСТВИЕ ПРОДОЛЖАЕТСЯ (12+) 13.50 ДЕЖУРНАЯ ЧАСТЬ 14.50 ЧУЖИЕ ТАЙНЫ. ВРЕМЕНА ГОДА (12+) 15.35 Т/С «ТАЙНЫ ИНСТИТУТА БЛАГОРОДНЫХ ДЕВИЦ» 16.35 ДЕЖУРНАЯ ЧАСТЬ 17.00 ВЕСТИ 17.50 Т/С «ОСТРОВ НЕНУЖНЫХ ЛЮДЕЙ» (12+) 19.40 ВЕСТИ 20.30 СПОКОЙНОЙ НОЧИ, МАЛЫШИ! 20.40 ПРЯМОЙ ЭФИР (12+) 21.25 Т/С «КОРОЛЕВА БАНДИТОВ» (12+) 23.25 ПОЕДИНОК (12+) 01.00 БОЛЬШИЕ ТАНЦЫ. КРУПНЫМ ПЛАНОМ 01.15 ВЕСТИ+ 01.40 Т/С «БОЛЬШАЯ ИГРА» 02.35 Т/С «БОЛЬШАЯ ЛЮБОВЬ - 5» (16+) 04.00 КОМНАТА СМЕХА 04.45 ДЕЖУРНАЯ ЧАСТЬ [242,122,415,358]
channel-column-rossiya-k [621,693,812,980]
channel-header-sts [621,385,811,409]
channel-column-otv [1387,96,1579,383]
channel-name-domashniy: Домашний [1269,697,1332,712]
program-list-pyatyi-fri: 6.00 СЕЙЧАС 6.10 МОМЕНТ ИСТИНЫ (16+) 7.00 УТРО НА «5» (6+) 9.45 МЕСТО ПРОИСШЕСТВИЯ 10.00 СЕЙЧАС 10.30 Х/Ф «ПО ДАННЫМ УГОЛОВНОГО РОЗЫСКА» (12+) 12.00 СЕЙЧАС 12.30 Х/Ф «ВОЗВРАЩЕНИЕ РЕЗИДЕНТА» (12+) 15.00 Х/Ф «КОНЕЦ ОПЕРАЦИИ «РЕЗИДЕНТ» (12+) 18.00 МЕСТО ПРОИСШЕСТВИЯ 18.30 СЕЙЧАС 19.00 Т/С «ДЕТЕКТИВЫ» (16+) 20.00 Т/С «СЛЕД» (16+) 22.25 Т/С «СЛЕД» (16+) 23.10 Х/Ф «НЕ ХОДИТЕ, ДЕВКИ, ЗАМУЖ» (12+) 01.25 Х/Ф «ПО ДАННЫМ УГОЛОВНОГО РОЗЫСКА» 04.30 Х/Ф «СЛЕД» (16+) [816,1007,1000,1171]
channel-name-ren-ural: УРАЛ [522,986,559,1000]
channel-column-ntv [429,96,621,383]
channel-name-rossiya-k: РОССИЯ [679,697,738,712]
masthead [44,37,1579,94]
program-list-domashniy-fri: 5.25 ЗВЁЗДНЫЕ ИСТОРИИ 6.00 ОДНА ЗА ВСЕХ (16+) 6.30 Т/С «НАШ ДОМАШНИЙ МАГАЗИН» (16+) 7.00 ПОЛЕЗНОЕ УТРО 7.30 МУЖЧИНА МЕЧТЫ (16+) 8.35 ДЕЛА СЕМЕЙНЫЕ С ЕЛЕНОЙ ДМИТРИЕВОЙ (16+) 9.35 ВКУСЫ МИРА 9.50 ДЕЛО АСТАХОВА (16+) 10.50 Т/С «ЕДИНСТВЕННЫЙ МУЖЧИНА» (16+) 18.00 Д/С «ЗВЁЗДНЫЙ РОД. ЕДИНСТВЕННОЕ ЧИСЛО» (16+) 19.00 ГЛАВНЫЕ НОВОСТИ 19.35 Х/Ф «СРЕДНИЙ РОД, ЕДИНСТВЕННОЕ ЧИСЛО» (16+) 21.00 Т/С «ДЕВУШКА МОЕГО ЛУЧШЕГО ДРУГА» (16+) 22.45 ОДНА ЗА ВСЕХ 23.00 НОВОСТИ-41 23.30 Х/Ф «ОСЕННИЙ ИНСТИНКТ» (16+) 01.55 Х/Ф «БАШНЯ СМЕРТИ» (18+) 03.30 Т/С «БРАТЬЯ» (16+) [1199,718,1379,919]
channel-logo-one-icon: 1 [105,696,124,713]
channel-header-tnt [46,982,236,1006]
channel-column-sts [621,982,812,1214]
channel-header-ntv [429,693,619,717]
channel-logo-ch4-icon: ЧI [1249,697,1265,712]
channel-column-tv3 [1387,385,1579,627]
channel-header-perec [1004,982,1194,1006]
channel-logo-10-icon: 10 [862,100,880,117]
channel-column-tv3 [1387,982,1579,1214]
channel-name-rossiya2: РОССИЯ 2 [884,697,953,712]
channel-column-ntv [429,693,621,980]
channel-logo-perec-icon: Перец [1081,391,1118,402]
channel-header-zvezda [1196,385,1385,409]
channel-logo-one-icon: 1 [354,100,374,117]
channel-name-tnt-ural: УРАЛ [139,986,175,1000]
channel-header-rossiya2 [812,693,1002,717]
program-list-tnt-fri: 4.45, 7.55 Т/С «СЧАСТЛИВЫ ВМЕСТЕ» (16+) 6.45 «САША + МАША» (16+) 7.00, 9.00 МУЛЬТФИЛЬМЫ 10.00 Х/Ф «БЕЗ ЧУВСТВ» (16+) 12.00 Т/С «СЧАСТЛИВЫ ВМЕСТЕ» (16+) 14.00 Т/С «УНИВЕР» (16+) 14.30 БИТВА ЭКСТРАСЕНСОВ (16+) 15.30 ДОМ-2. LITE (16+) 17.00 Т/С «ИНТЕРНЫ» (16+) 18.00 Т/С «УНИВЕР. НОВАЯ ОБЩАГА» (16+) 18.30 Т/С «ЗАЙЦЕВ + 1» (16+) 19.00 Т/С «РЕАЛЬНЫЕ ПАЦАНЫ» (16+) 20.00 Т/С «ИНТЕРНЫ» (16+) 21.00 КОМЕДИЯ КЛАБ (16+) 22.00 СТРАНА В SHOPE (16+) 23.00 ДОМ-2 (16+) 00.30 Х/Ф «БЛЭЙД» (16+) 02.45 Т/С «СУМЕРЕЧНАЯ ЗОНА» (16+) 03.40 Т/С «ПОД ПРИКРЫТИЕМ» (16+) 04.35 НЕОБЪЯСНИМО, НО ФАКТ [50,1007,208,1189]
channel-logo-tv3-icon: ТВ3 [1468,391,1495,402]
channel-name-tnt-ural: УРАЛ [139,389,175,403]
channel-column-sts [621,385,812,627]
channel-column-domashniy [1196,96,1387,383]
issue-number: №10 [325,49,371,75]
channel-logo-tnt-icon: ТНТ [107,985,134,1001]
channel-header-rossiya-k [621,693,811,717]
channel-header-rossiya2 [812,96,1002,120]
